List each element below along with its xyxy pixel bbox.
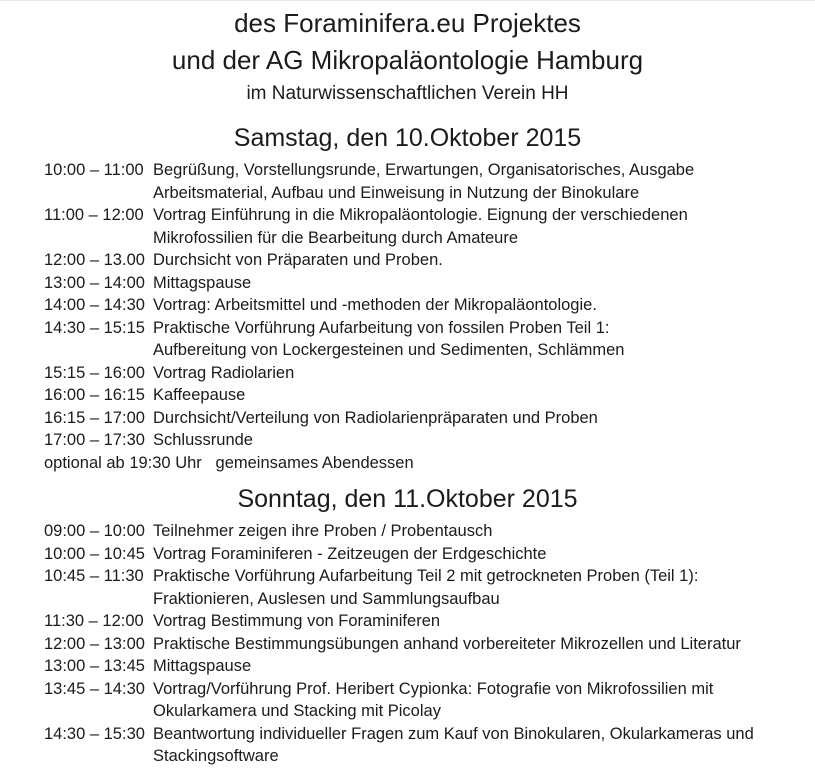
schedule-row	[44, 655, 799, 678]
time-range: 13:00 – 13:45	[44, 657, 145, 675]
schedule-row	[44, 407, 799, 430]
event-description	[153, 655, 799, 678]
event-description-line: Mikrofossilien für die Bearbeitung durch Amateure	[153, 228, 519, 247]
event-description-line: Vortrag Foraminiferen - Zeitzeugen der Erdgeschichte	[153, 544, 547, 563]
schedule-row	[44, 565, 799, 610]
event-description	[153, 633, 799, 656]
schedule-row	[44, 317, 799, 362]
event-description	[153, 565, 799, 610]
time-range: 11:00 – 12:00	[44, 206, 144, 224]
event-description	[153, 159, 799, 204]
schedule-sonntag	[0, 520, 815, 768]
time-range: 15:15 – 16:00	[44, 363, 145, 382]
optional-dinner-note: optional ab 19:30 Uhr gemeinsames Abendessen	[44, 453, 414, 472]
schedule-samstag	[0, 159, 815, 474]
event-description	[153, 317, 799, 362]
schedule-row	[44, 362, 799, 385]
event-description	[153, 384, 799, 407]
event-description-line: Praktische Bestimmungsübungen anhand vorbereiteter Mikrozellen und Literatur	[153, 634, 741, 653]
document-header	[0, 1, 815, 109]
event-description-line: Vortrag/Vorführung Prof. Heribert Cypionka: Fotografie von Mikrofossilien mit	[153, 679, 714, 698]
header-project-line: des Foraminifera.eu Projektes	[234, 8, 581, 38]
event-description-line: Vortrag Radiolarien	[153, 363, 295, 382]
schedule-row	[44, 204, 799, 249]
schedule-row	[44, 249, 799, 272]
schedule-row	[44, 678, 799, 723]
schedule-row	[44, 294, 799, 317]
event-description-line: Beantwortung individueller Fragen zum Kauf von Binokularen, Okularkameras und	[153, 724, 754, 743]
event-description-line: Begrüßung, Vorstellungsrunde, Erwartungen, Organisatorisches, Ausgabe	[153, 161, 695, 179]
event-description-line: Praktische Vorführung Aufarbeitung Teil 2 mit getrockneten Proben (Teil 1):	[153, 567, 699, 585]
event-description-line: Praktische Vorführung Aufarbeitung von fossilen Proben Teil 1:	[153, 318, 610, 337]
time-range: 09:00 – 10:00	[44, 522, 145, 540]
header-organisation-line: und der AG Mikropaläontologie Hamburg	[171, 45, 644, 75]
schedule-row	[44, 159, 799, 204]
schedule-row	[44, 543, 799, 566]
event-description-line: Durchsicht/Verteilung von Radiolarienpräparaten und Proben	[153, 408, 598, 427]
event-description-line: Vortrag: Arbeitsmittel und -methoden der Mikropaläontologie.	[153, 296, 597, 314]
schedule-row	[44, 633, 799, 656]
event-description-line: Kaffeepause	[153, 386, 246, 404]
event-description	[153, 678, 799, 723]
time-range: 14:30 – 15:30	[44, 724, 145, 743]
time-range: 10:00 – 11:00	[44, 161, 144, 179]
time-range: 10:45 – 11:30	[44, 567, 144, 585]
time-range: 12:00 – 13:00	[44, 634, 145, 653]
event-description	[153, 249, 799, 272]
schedule-days	[0, 121, 815, 768]
schedule-row	[44, 429, 799, 452]
schedule-row	[44, 272, 799, 295]
event-description-line: Vortrag Bestimmung von Foraminiferen	[153, 612, 441, 630]
event-description	[153, 723, 799, 768]
day-section-sonntag	[0, 482, 815, 768]
day-section-samstag	[0, 121, 815, 474]
schedule-row	[44, 610, 799, 633]
event-description	[153, 520, 799, 543]
event-description	[153, 610, 799, 633]
event-description-line: Schlussrunde	[153, 431, 253, 449]
event-description-line: Durchsicht von Präparaten und Proben.	[153, 251, 443, 269]
event-description	[153, 362, 799, 385]
header-venue-line: im Naturwissenschaftlichen Verein HH	[246, 83, 569, 104]
time-range: 13:00 – 14:00	[44, 273, 145, 292]
time-range: 11:30 – 12:00	[44, 612, 144, 630]
time-range: 10:00 – 10:45	[44, 544, 145, 563]
day-title-samstag: Samstag, den 10.Oktober 2015	[233, 124, 582, 152]
time-range: 13:45 – 14:30	[44, 679, 145, 698]
event-description-line: Vortrag Einführung in die Mikropaläontologie. Eignung der verschiedenen	[153, 206, 688, 224]
time-range: 16:15 – 17:00	[44, 408, 145, 427]
schedule-row	[44, 520, 799, 543]
event-description	[153, 294, 799, 317]
time-range: 14:00 – 14:30	[44, 296, 145, 314]
event-description-line: Mittagspause	[153, 273, 252, 292]
event-description	[153, 272, 799, 295]
event-description-line: Mittagspause	[153, 657, 252, 675]
event-description-line: Arbeitsmaterial, Aufbau und Einweisung in Nutzung der Binokulare	[153, 183, 640, 202]
event-description	[153, 204, 799, 249]
day-title-sonntag: Sonntag, den 11.Oktober 2015	[237, 485, 578, 513]
time-range: 16:00 – 16:15	[44, 386, 145, 404]
time-range: 14:30 – 15:15	[44, 318, 145, 337]
event-description-line: Teilnehmer zeigen ihre Proben / Probentausch	[153, 522, 493, 540]
event-description	[153, 429, 799, 452]
time-range: 12:00 – 13.00	[44, 251, 145, 269]
event-description	[153, 407, 799, 430]
schedule-row	[44, 384, 799, 407]
schedule-row	[44, 723, 799, 768]
event-description-line: Aufbereitung von Lockergesteinen und Sedimenten, Schlämmen	[153, 341, 625, 359]
event-description-line: Stackingsoftware	[153, 747, 279, 765]
event-description	[153, 543, 799, 566]
time-range: 17:00 – 17:30	[44, 431, 145, 449]
event-description-line: Okularkamera und Stacking mit Picolay	[153, 702, 441, 720]
event-description-line: Fraktionieren, Auslesen und Sammlungsaufbau	[153, 589, 500, 608]
